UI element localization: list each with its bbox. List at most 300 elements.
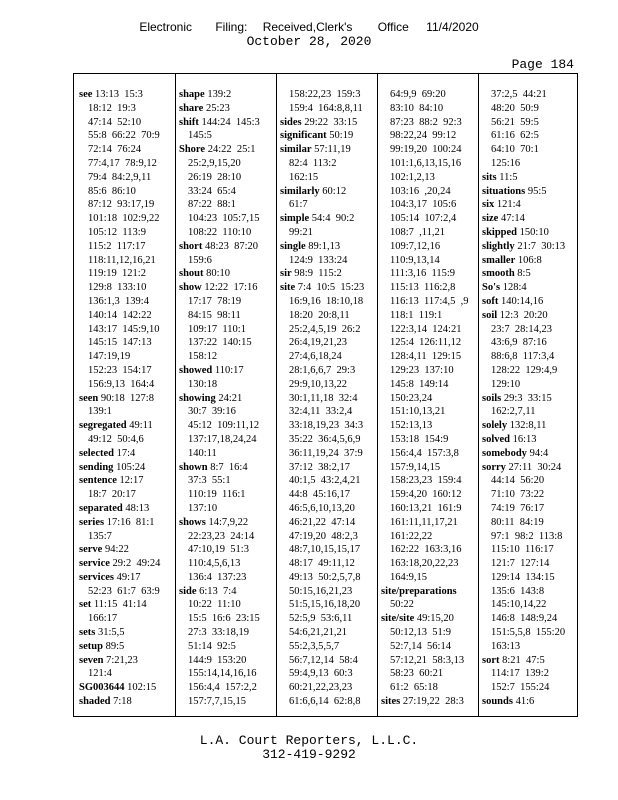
column-divider	[377, 74, 378, 716]
index-term: services	[79, 571, 114, 583]
index-entry	[79, 695, 171, 709]
index-continuation	[79, 378, 171, 392]
page-line-refs: 111:3,16 115:9	[390, 268, 456, 280]
index-term: soil	[482, 309, 498, 321]
index-entry	[482, 267, 577, 281]
page-line-refs: 18:7 20:17	[88, 489, 136, 501]
index-entry	[179, 461, 274, 475]
index-continuation	[179, 350, 274, 364]
index-term: SG003644	[79, 682, 125, 694]
index-continuation	[179, 598, 274, 612]
index-continuation	[79, 171, 171, 185]
page-line-refs: 161:11,11,17,21	[390, 516, 458, 528]
page-line-refs: 140:14,16	[500, 295, 544, 307]
index-continuation	[179, 612, 274, 626]
page-line-refs: 129:8 133:10	[88, 282, 147, 294]
page-line-refs: 118:1 119:1	[390, 309, 443, 321]
page-line-refs: 12:22 17:16	[204, 282, 258, 294]
page-line-refs: 17:16 81:1	[106, 516, 155, 528]
page-line-refs: 47:10,19 51:3	[188, 544, 249, 556]
page-line-refs: 8:5	[517, 268, 531, 280]
page-line-refs: 161:22,22	[390, 530, 433, 542]
index-continuation	[482, 323, 577, 337]
index-term: selected	[79, 447, 114, 459]
index-continuation	[482, 474, 577, 488]
index-term: separated	[79, 502, 123, 514]
index-continuation	[79, 612, 171, 626]
page-line-refs: 36:11,19,24 37:9	[289, 447, 363, 459]
index-continuation	[381, 157, 477, 171]
index-continuation	[381, 143, 477, 157]
index-continuation	[381, 323, 477, 337]
page-line-refs: 97:1 98:2 113:8	[491, 530, 563, 542]
index-continuation	[381, 88, 477, 102]
index-continuation	[179, 543, 274, 557]
index-continuation	[179, 695, 274, 709]
index-continuation	[79, 281, 171, 295]
page-line-refs: 153:18 154:9	[390, 433, 449, 445]
index-term: site	[280, 282, 296, 294]
page-line-refs: 21:7 30:13	[517, 240, 566, 252]
page-line-refs: 101:1,6,13,15,16	[390, 157, 462, 169]
index-frame	[73, 73, 578, 717]
page-line-refs: 41:6	[515, 696, 535, 708]
index-entry	[482, 171, 577, 185]
page-line-refs: 18:12 19:3	[88, 102, 136, 114]
index-continuation	[179, 419, 274, 433]
index-term: smaller	[482, 254, 516, 266]
index-continuation	[482, 557, 577, 571]
index-continuation	[482, 626, 577, 640]
index-entry	[179, 143, 274, 157]
page-line-refs: 125:16	[491, 157, 521, 169]
index-term: short	[179, 240, 203, 252]
index-continuation	[381, 626, 477, 640]
index-continuation	[79, 198, 171, 212]
page-line-refs: 106:8	[517, 254, 542, 266]
page-line-refs: 24:22 25:1	[207, 144, 256, 156]
index-continuation	[79, 116, 171, 130]
index-column	[280, 88, 375, 716]
index-term: showed	[179, 364, 213, 376]
index-term: sounds	[482, 696, 513, 708]
index-term: shout	[179, 268, 204, 280]
index-term: sentence	[79, 475, 117, 487]
index-term: shape	[179, 89, 205, 100]
index-continuation	[381, 198, 477, 212]
index-continuation	[482, 612, 577, 626]
index-term: shown	[179, 461, 208, 473]
index-continuation	[280, 461, 375, 475]
page-line-refs: 102:1,2,13	[390, 171, 435, 183]
page-line-refs: 144:24 145:3	[201, 116, 260, 128]
index-entry	[79, 557, 171, 571]
page-line-refs: 7:21,23	[106, 654, 138, 666]
index-entry	[179, 267, 274, 281]
index-continuation	[79, 323, 171, 337]
index-continuation	[482, 530, 577, 544]
page-line-refs: 64:9,9 69:20	[390, 89, 446, 100]
index-continuation	[79, 488, 171, 502]
page-line-refs: 159:6	[188, 254, 212, 266]
page-line-refs: 87:22 88:1	[188, 199, 236, 211]
page-line-refs: 163:18,20,22,23	[390, 558, 459, 570]
index-continuation	[280, 516, 375, 530]
page-line-refs: 159:4 164:8,8,11	[289, 102, 363, 114]
index-continuation	[482, 378, 577, 392]
page-line-refs: 152:13,13	[390, 420, 433, 432]
index-term: simple	[280, 213, 310, 225]
page-line-refs: 13:13 15:3	[95, 89, 143, 100]
page-line-refs: 108:7 ,11,21	[390, 226, 446, 238]
index-term: situations	[482, 185, 526, 197]
index-continuation	[179, 530, 274, 544]
index-term: sir	[280, 268, 292, 280]
page-line-refs: 46:21,22 47:14	[289, 516, 356, 528]
page-line-refs: 8:7 16:4	[210, 461, 248, 473]
index-term: site/preparations	[381, 585, 457, 597]
page-line-refs: 145:5	[188, 130, 212, 142]
index-term: sort	[482, 654, 500, 666]
index-continuation	[79, 364, 171, 378]
page-line-refs: 50:22	[390, 599, 414, 611]
index-continuation	[280, 323, 375, 337]
index-entry	[482, 198, 577, 212]
page-line-refs: 37:12 38:2,17	[289, 461, 350, 473]
page-line-refs: 55:2,3,5,5,7	[289, 640, 340, 652]
index-continuation	[179, 654, 274, 668]
index-continuation	[280, 667, 375, 681]
index-entry	[79, 654, 171, 668]
page-line-refs: 61:2 65:18	[390, 682, 438, 694]
index-term: setup	[79, 640, 103, 652]
index-continuation	[482, 405, 577, 419]
page-line-refs: 43:6,9 87:16	[491, 337, 547, 349]
index-continuation	[179, 129, 274, 143]
index-term: similarly	[280, 185, 320, 197]
page-line-refs: 129:14 134:15	[491, 571, 555, 583]
index-entry	[79, 88, 171, 102]
index-continuation	[482, 667, 577, 681]
page-line-refs: 47:14 52:10	[88, 116, 142, 128]
index-entry	[280, 281, 375, 295]
index-continuation	[280, 654, 375, 668]
index-term: sorry	[482, 461, 506, 473]
index-continuation	[381, 364, 477, 378]
index-continuation	[482, 157, 577, 171]
page-line-refs: 139:1	[88, 406, 112, 418]
page-line-refs: 48:23 87:20	[204, 240, 259, 252]
page-line-refs: 163:13	[491, 640, 521, 652]
index-term: showing	[179, 392, 216, 404]
page-line-refs: 121:4	[496, 199, 521, 211]
index-entry	[482, 309, 577, 323]
index-continuation	[79, 102, 171, 116]
page-line-refs: 12:17	[119, 475, 144, 487]
page-line-refs: 116:13 117:4,5 ,9	[390, 295, 469, 307]
page-line-refs: 27:3 33:18,19	[188, 627, 249, 639]
page-line-refs: 140:14 142:22	[88, 309, 152, 321]
index-continuation	[179, 488, 274, 502]
index-term: solved	[482, 433, 511, 445]
page-line-refs: 30:1,11,18 32:4	[289, 392, 358, 404]
index-continuation	[482, 129, 577, 143]
index-continuation	[280, 557, 375, 571]
index-continuation	[482, 143, 577, 157]
page-line-refs: 24:21	[218, 392, 243, 404]
page-line-refs: 101:18 102:9,22	[88, 213, 160, 225]
index-continuation	[179, 571, 274, 585]
index-entry	[482, 695, 577, 709]
page-line-refs: 11:5	[499, 171, 518, 183]
page-line-refs: 150:23,24	[390, 392, 433, 404]
index-continuation	[79, 350, 171, 364]
page-line-refs: 137:22 140:15	[188, 337, 252, 349]
page-line-refs: 150:10	[519, 226, 549, 238]
page-line-refs: 47:14	[500, 213, 525, 225]
index-entry	[79, 543, 171, 557]
page-line-refs: 128:4	[502, 282, 527, 294]
page-line-refs: 22:23,23 24:14	[188, 530, 255, 542]
index-term: single	[280, 240, 306, 252]
page-line-refs: 37:2,5 44:21	[491, 89, 547, 100]
index-entry	[79, 598, 171, 612]
page-line-refs: 115:2 117:17	[88, 240, 146, 252]
index-continuation	[280, 543, 375, 557]
page-line-refs: 48:7,10,15,15,17	[289, 544, 361, 556]
index-entry	[381, 695, 477, 709]
index-continuation	[280, 585, 375, 599]
page-line-refs: 105:24	[116, 461, 146, 473]
page-line-refs: 6:13 7:4	[199, 585, 237, 597]
transcript-date: October 28, 2020	[246, 34, 372, 49]
page-line-refs: 61:7	[289, 199, 308, 211]
index-continuation	[179, 640, 274, 654]
index-continuation	[381, 392, 477, 406]
page-line-refs: 11:15 41:14	[93, 599, 147, 611]
index-continuation	[381, 502, 477, 516]
page-line-refs: 140:11	[188, 447, 217, 459]
page-line-refs: 145:8 149:14	[390, 378, 449, 390]
index-continuation	[280, 226, 375, 240]
index-entry	[79, 640, 171, 654]
index-continuation	[381, 543, 477, 557]
index-continuation	[179, 198, 274, 212]
page-line-refs: 145:15 147:13	[88, 337, 152, 349]
index-term: show	[179, 282, 202, 294]
index-continuation	[381, 488, 477, 502]
page-line-refs: 132:8,11	[509, 420, 547, 432]
index-continuation	[280, 433, 375, 447]
index-term: shows	[179, 516, 206, 528]
page-line-refs: 12:3 20:20	[499, 309, 548, 321]
index-continuation	[381, 267, 477, 281]
page-line-refs: 58:23 60:21	[390, 668, 444, 680]
page-line-refs: 47:19,20 48:2,3	[289, 530, 358, 542]
index-continuation	[79, 226, 171, 240]
page-line-refs: 49:13 50:2,5,7,8	[289, 571, 361, 583]
page-line-refs: 155:14,14,16,16	[188, 668, 257, 680]
index-continuation	[280, 626, 375, 640]
page-line-refs: 84:15 98:11	[188, 309, 241, 321]
page-line-refs: 128:4,11 129:15	[390, 351, 462, 363]
index-continuation	[79, 585, 171, 599]
index-continuation	[381, 405, 477, 419]
page-line-refs: 46:5,6,10,13,20	[289, 502, 355, 514]
page-line-refs: 99:21	[289, 226, 313, 238]
index-continuation	[79, 240, 171, 254]
page-line-refs: 104:23 105:7,15	[188, 213, 260, 225]
page-line-refs: 29:2 49:24	[112, 558, 161, 570]
index-term: similar	[280, 144, 312, 156]
index-continuation	[381, 171, 477, 185]
page-line-refs: 110:9,13,14	[390, 254, 440, 266]
page-line-refs: 49:11	[129, 420, 153, 432]
index-term: skipped	[482, 226, 518, 238]
page-line-refs: 102:15	[127, 682, 157, 694]
index-continuation	[179, 323, 274, 337]
page-line-refs: 151:5,5,8 155:20	[491, 627, 566, 639]
index-continuation	[280, 530, 375, 544]
index-continuation	[280, 695, 375, 709]
page-line-refs: 152:23 154:17	[88, 364, 152, 376]
page-line-refs: 35:22 36:4,5,6,9	[289, 433, 361, 445]
index-entry	[79, 571, 171, 585]
page-line-refs: 52:7,14 56:14	[390, 640, 451, 652]
page-line-refs: 98:9 115:2	[294, 268, 342, 280]
index-continuation	[482, 543, 577, 557]
page-line-refs: 158:22,23 159:3	[289, 89, 361, 100]
page-line-refs: 27:4,6,18,24	[289, 351, 342, 363]
page-line-refs: 48:20 50:9	[491, 102, 539, 114]
index-entry	[179, 364, 274, 378]
page-line-refs: 105:14 107:2,4	[390, 213, 457, 225]
page-line-refs: 18:20 20:8,11	[289, 309, 350, 321]
index-continuation	[482, 488, 577, 502]
index-entry	[280, 212, 375, 226]
index-continuation	[381, 474, 477, 488]
page-line-refs: 121:7 127:14	[491, 558, 550, 570]
page-line-refs: 17:17 78:19	[188, 295, 242, 307]
index-term: seen	[79, 392, 99, 404]
index-continuation	[179, 626, 274, 640]
index-continuation	[79, 185, 171, 199]
page-line-refs: 85:6 86:10	[88, 185, 136, 197]
index-continuation	[280, 392, 375, 406]
page-line-refs: 54:6,21,21,21	[289, 627, 348, 639]
index-entry	[179, 240, 274, 254]
page-line-refs: 44:14 56:20	[491, 475, 545, 487]
page-line-refs: 74:19 76:17	[491, 502, 545, 514]
index-entry	[482, 433, 577, 447]
index-entry	[381, 612, 477, 626]
index-term: smooth	[482, 268, 515, 280]
index-continuation	[79, 212, 171, 226]
index-continuation	[79, 530, 171, 544]
index-entry	[79, 392, 171, 406]
page-line-refs: 14:7,9,22	[208, 516, 249, 528]
page-line-refs: 147:19,19	[88, 351, 131, 363]
index-continuation	[381, 116, 477, 130]
page-line-refs: 94:4	[529, 447, 549, 459]
column-divider	[478, 74, 479, 716]
index-entry	[79, 474, 171, 488]
index-continuation	[179, 157, 274, 171]
page-line-refs: 37:3 55:1	[188, 475, 231, 487]
index-term: soft	[482, 295, 499, 307]
page-line-refs: 87:23 88:2 92:3	[390, 116, 462, 128]
index-continuation	[179, 171, 274, 185]
page-line-refs: 159:4,20 160:12	[390, 489, 462, 501]
index-term: set	[79, 599, 92, 611]
index-entry	[482, 226, 577, 240]
page-line-refs: 98:22,24 99:12	[390, 130, 457, 142]
index-continuation	[280, 474, 375, 488]
filing-part: 11/4/2020	[426, 20, 479, 34]
page-line-refs: 151:10,13,21	[390, 406, 446, 418]
page-line-refs: 89:1,13	[308, 240, 341, 252]
page-line-refs: 27:11 30:24	[508, 461, 562, 473]
index-continuation	[79, 336, 171, 350]
page-line-refs: 25:2,4,5,19 26:2	[289, 323, 361, 335]
index-continuation	[179, 405, 274, 419]
index-continuation	[381, 667, 477, 681]
index-continuation	[381, 309, 477, 323]
index-continuation	[280, 598, 375, 612]
index-entry	[482, 254, 577, 268]
page-line-refs: 158:23,23 159:4	[390, 475, 462, 487]
index-term: series	[79, 516, 105, 528]
index-continuation	[381, 433, 477, 447]
index-continuation	[381, 129, 477, 143]
page-line-refs: 156:9,13 164:4	[88, 378, 155, 390]
index-continuation	[280, 171, 375, 185]
index-term: site/site	[381, 613, 415, 625]
page-line-refs: 56:21 59:5	[491, 116, 539, 128]
page-line-refs: 54:4 90:2	[311, 213, 355, 225]
page-line-refs: 64:10 70:1	[491, 144, 539, 156]
index-continuation	[79, 295, 171, 309]
filing-stamp	[0, 20, 618, 34]
index-continuation	[381, 350, 477, 364]
page-line-refs: 61:6,6,14 62:8,8	[289, 696, 361, 708]
index-continuation	[280, 102, 375, 116]
index-continuation	[280, 254, 375, 268]
index-continuation	[79, 157, 171, 171]
index-continuation	[179, 681, 274, 695]
index-entry	[179, 392, 274, 406]
page-line-refs: 87:12 93:17,19	[88, 199, 155, 211]
index-continuation	[280, 198, 375, 212]
page-line-refs: 72:14 76:24	[88, 144, 142, 156]
index-continuation	[280, 309, 375, 323]
page-line-refs: 88:6,8 117:3,4	[491, 351, 555, 363]
index-continuation	[381, 226, 477, 240]
page-line-refs: 45:12 109:11,12	[188, 420, 260, 432]
index-continuation	[179, 309, 274, 323]
index-entry	[179, 516, 274, 530]
page-line-refs: 166:17	[88, 613, 118, 625]
page-line-refs: 109:17 110:1	[188, 323, 246, 335]
index-continuation	[280, 350, 375, 364]
index-term: So's	[482, 282, 501, 294]
index-continuation	[482, 364, 577, 378]
index-continuation	[280, 419, 375, 433]
index-entry	[482, 654, 577, 668]
index-term: share	[179, 102, 204, 114]
column-divider	[276, 74, 277, 716]
page-line-refs: 121:4	[88, 668, 112, 680]
